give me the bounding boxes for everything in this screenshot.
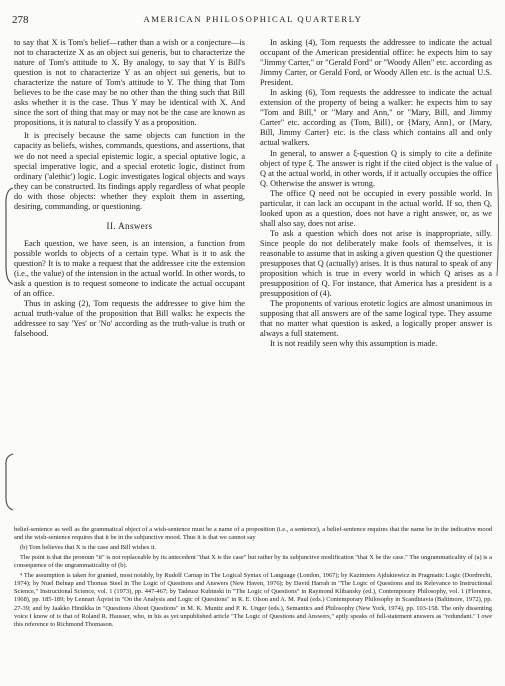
right-paragraph-2: In asking (6), Tom requests the addressee to indicate the actual extension of the property of being a walker: he expects him to say "Tom and Bill," or "Mary and Ann," or "Mary, Bill, and Jimmy Carter" etc. according as {Tom, Bill}, or {Mary, Ann}, or {Mary, Bill, Jimmy Carter} etc. is the class which contains all and only actual walkers. (260, 88, 492, 148)
right-paragraph-5: To ask a question which does not arise is inappropriate, silly. Since people do not deliberately make fools of themselves, it is reasonable to assume that in asking a given question Q the questioner presupposes that Q (actually) arises. It is thus natural to speak of any proposition which is true in every world in which Q arises as a presupposition of Q. For instance, that America has a president is a presupposition of (4). (260, 228, 492, 299)
footnote-point: The point is that the pronoun "it" is not replaceable by its antecedent "that X is the case" but rather by its subjunctive modification "that X be the case." The ungrammaticality of (a) is a consequence of the ungrammaticality of (b). (14, 553, 492, 569)
footnote-4: ⁴ The assumption is taken for granted, most notably, by Rudolf Carnap in The Logical Syntax of Language (London, 1967); by Kazimiers Ajdukiewicz in Pragmatic Logic (Dordrecht, 1974); by Nuel Belnap and Thomas Steel in The Logic of Questions and Answers (New Haven, 1976); by David Harrah in "The Logic of Questions and its Relevance to Instructional Science," Instructional Science, vol. 1 (1973), pp. 447-467; by Tadeusz Kubinski in "The Logic of Questions" in Raymond Klibansky (ed.), Contemporary Philosophy, vol. 1 (Florence, 1968), pp. 185-189; by Lennart Åqvist in "On the Analysis and Logic of Questions" in R. E. Olson and A. M. Paul (eds.) Contemporary Philosophy in Scandinavia (Baltimore, 1972), pp. 27-39; and by Jaakko Hintikka in "Questions About Questions" in M. K. Munitz and P. K. Unger (eds.), Semantics and Philosophy (New York, 1974), pp. 103-158. The only dissenting voice I know of is that of Roland R. Hausser, who, in his as yet unpublished article "The Logic of Questions and Answers," aptly speaks of full-statement answers as "redundant." I owe this reference to Richmond Thomason. (14, 571, 492, 629)
left-paragraph-1: to say that X is Tom's belief—rather than a wish or a conjecture—is not to characterize X as an object sui generis, but to characterize the nature of Tom's attitude to X. By analogy, to say that Y is Bill's question is not to characterize Y as an object sui generis, but to characterize the nature of Tom's attitude to Y. The thing that Tom believes to be the case may be no other than the thing such that Bill asks whether it is the case. Thus Y may be identical with X. And since the sort of thing that may or may not be the case are known as propositions, it is natural to classify Y as a proposition. (14, 38, 245, 128)
footnotes (14, 526, 492, 631)
margin-bracket-mark (2, 186, 16, 286)
page-number: 278 (12, 14, 29, 26)
page-header (12, 14, 494, 28)
right-paragraph-4: The office Q need not be occupied in every possible world. In particular, it can lack an occupant in the actual world. If so, then Q, looked upon as a question, does not have a right answer, or, as we shall also say, does not arise. (260, 188, 492, 228)
right-paragraph-6: The proponents of various erotetic logics are almost unanimous in supposing that all answers are of the same logical type. They assume that no matter what question is asked, a logically proper answer is always a full statement. (260, 299, 492, 339)
section-heading: II. Answers (106, 220, 153, 231)
margin-bracket-mark-2 (2, 452, 16, 512)
left-paragraph-3: Each question, we have seen, is an intension, a function from possible worlds to objects of a certain type. What is it to ask the question? It is to make a request that the addressee cite the extension (i.e., the value) of the intension in the actual world. In other words, to ask a question is to request someone to indicate the actual occupant of an office. (14, 238, 245, 299)
left-column (14, 38, 245, 339)
footnote-example-b: (b) Tom believes that X is the case and Bill wishes it. (20, 544, 157, 551)
right-column (260, 38, 492, 349)
left-paragraph-4: Thus in asking (2), Tom requests the addressee to give him the actual truth-value of the proposition that Bill walks: he expects the addressee to say 'Yes' or 'No' according as the truth-value is truth or falsehood. (14, 299, 245, 339)
right-paragraph-1: In asking (4), Tom requests the addressee to indicate the actual occupant of the American presidential office: he expects him to say "Jimmy Carter," or "Gerald Ford" or "Woody Allen" etc. according as Jimmy Carter, or Gerald Ford, or Woody Allen etc. is the actual U.S. President. (260, 38, 492, 88)
right-paragraph-7: It is not readily seen why this assumption is made. (270, 339, 438, 349)
right-paragraph-3: In general, to answer a ξ-question Q is simply to cite a definite object of type ξ. The answer is right if the cited object is the value of Q at the actual world, in other words, if it actually occupies the office Q. Otherwise the answer is wrong. (260, 148, 492, 188)
left-paragraph-2: It is precisely because the same objects can function in the capacity as beliefs, wishes, commands, questions, and assertions, that we do not need a special epistemic logic, a special optative logic, a special imperative logic, and a special erotetic logic, distinct from ordinary ('alethic') logic. Logic investigates logical objects and ways they can be constructed. Its findings apply regardless of what people do with those objects: whether they exploit them in asserting, desiring, commanding, or questioning. (14, 131, 245, 211)
journal-title: AMERICAN PHILOSOPHICAL QUARTERLY (143, 14, 363, 24)
footnote-continuation: belief-sentence as well as the grammatical object of a wish-sentence must be a name of a proposition (i.e., a sentence), a belief-sentence requires that the name be in the indicative mood and the wish-sentence requires that it be in the subjunctive mood. Thus it is that we cannot say (14, 526, 492, 542)
margin-line-mark (494, 160, 504, 280)
